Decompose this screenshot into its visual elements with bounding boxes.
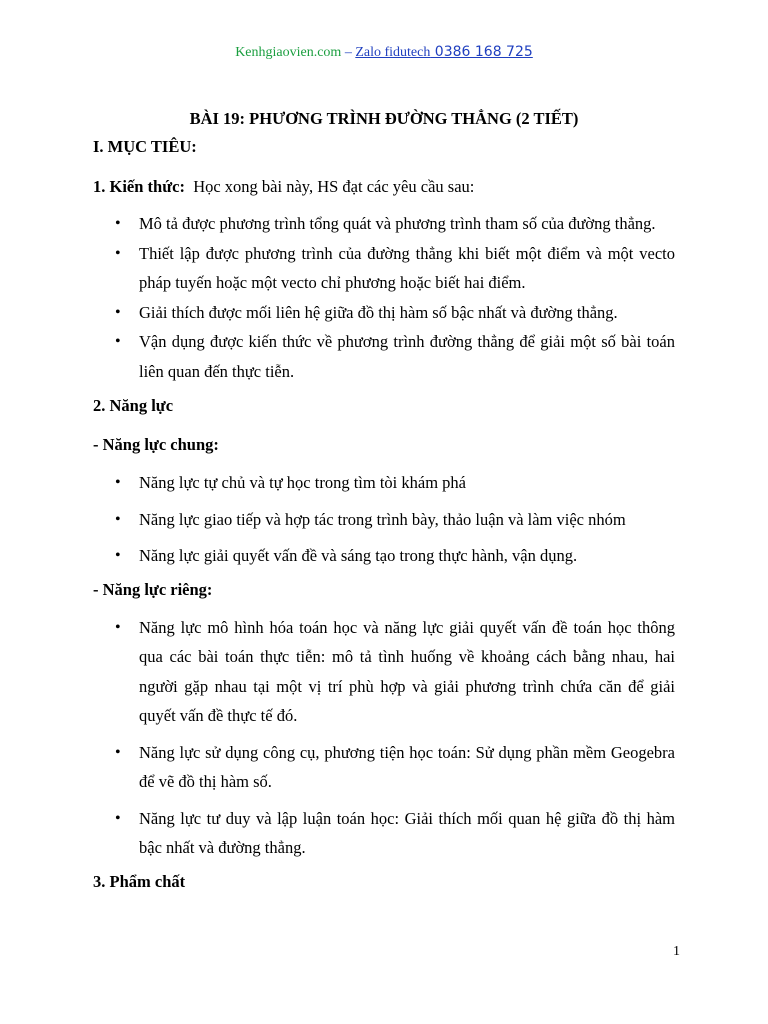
page-number: 1 bbox=[673, 944, 680, 959]
header-dash: – bbox=[341, 45, 356, 60]
header-site-link[interactable]: Kenhgiaovien.com bbox=[235, 45, 342, 60]
list-item: • Năng lực giải quyết vấn đề và sáng tạo trong thực hành, vận dụng. bbox=[93, 541, 675, 571]
page-header bbox=[0, 42, 768, 63]
list-item: • Mô tả được phương trình tổng quát và phương trình tham số của đường thẳng. bbox=[93, 209, 675, 239]
knowledge-line bbox=[93, 174, 675, 200]
competence-heading: 2. Năng lực bbox=[93, 396, 174, 415]
list-item: • Năng lực tư duy và lập luận toán học: Giải thích mối quan hệ giữa đồ thị hàm bậc nhất và đường thẳng. bbox=[93, 804, 675, 863]
header-zalo-link[interactable]: Zalo fidutech bbox=[355, 45, 431, 60]
qualities-heading: 3. Phẩm chất bbox=[93, 871, 186, 891]
knowledge-label: 1. Kiến thức: bbox=[93, 177, 185, 196]
list-item: • Năng lực tự chủ và tự học trong tìm tòi khám phá bbox=[93, 468, 675, 498]
list-item: • Thiết lập được phương trình của đường thẳng khi biết một điểm và một vecto pháp tuyến hoặc một vecto chỉ phương hoặc biết hai điểm. bbox=[93, 239, 675, 298]
lesson-title: BÀI 19: PHƯƠNG TRÌNH ĐƯỜNG THẲNG (2 TIẾT) bbox=[189, 109, 579, 128]
document-body bbox=[93, 106, 675, 895]
specific-competence-heading: - Năng lực riêng: bbox=[93, 579, 213, 599]
knowledge-text: Học xong bài này, HS đạt các yêu cầu sau: bbox=[193, 177, 475, 196]
specific-competence-list bbox=[93, 613, 675, 863]
list-item: • Giải thích được mối liên hệ giữa đồ thị hàm số bậc nhất và đường thẳng. bbox=[93, 298, 675, 328]
general-competence-list bbox=[93, 468, 675, 571]
section-objectives-heading: I. MỤC TIÊU: bbox=[93, 137, 197, 156]
list-item: • Vận dụng được kiến thức về phương trình đường thẳng để giải một số bài toán liên quan đến thực tiễn. bbox=[93, 327, 675, 386]
knowledge-list bbox=[93, 209, 675, 386]
list-item: • Năng lực sử dụng công cụ, phương tiện học toán: Sử dụng phần mềm Geogebra để vẽ đồ thị hàm số. bbox=[93, 738, 675, 797]
general-competence-heading: - Năng lực chung: bbox=[93, 435, 219, 454]
list-item: • Năng lực giao tiếp và hợp tác trong trình bày, thảo luận và làm việc nhóm bbox=[93, 505, 675, 535]
list-item: • Năng lực mô hình hóa toán học và năng lực giải quyết vấn đề toán học thông qua các bài toán thực tiễn: mô tả tình huống về khoảng cách bằng nhau, hai người gặp nhau tại một vị trí phù hợp và giải phương trình chứa căn để giải quyết vấn đề thực tế đó. bbox=[93, 613, 675, 731]
header-phone-link[interactable]: 0386 168 725 bbox=[430, 44, 533, 60]
